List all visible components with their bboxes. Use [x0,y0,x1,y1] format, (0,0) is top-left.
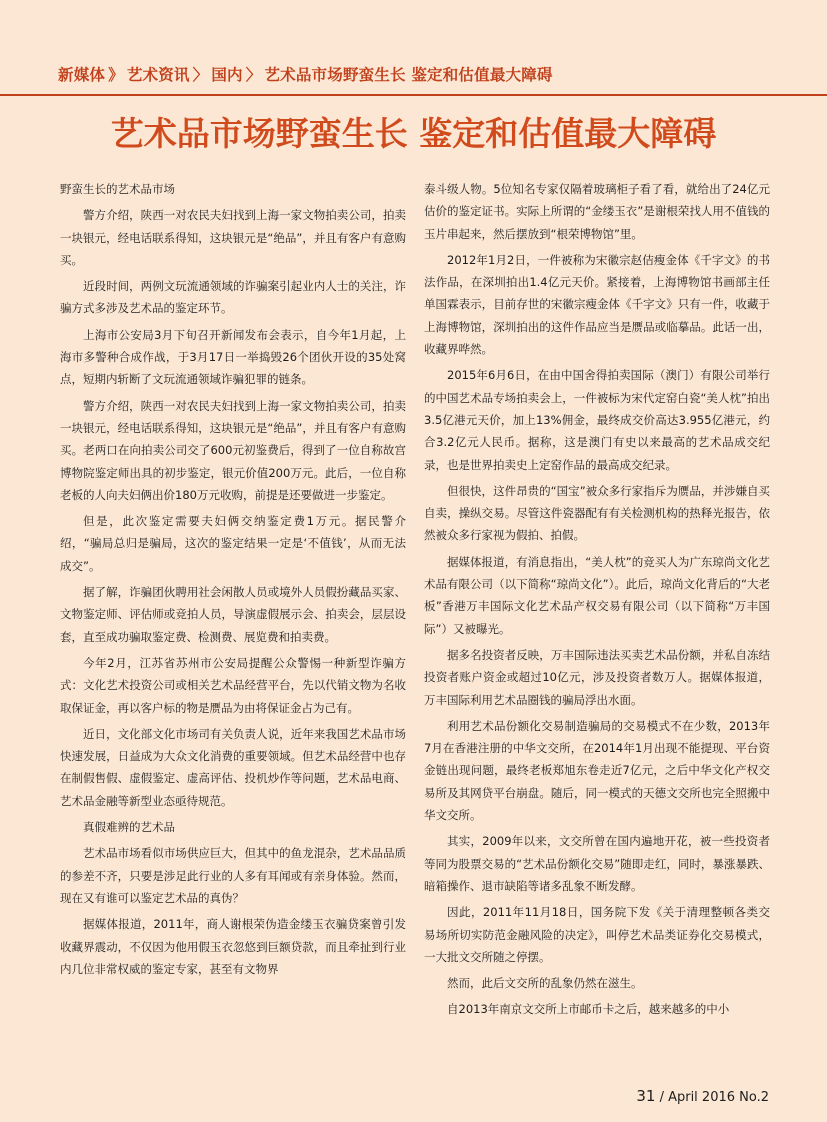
breadcrumb-item-domestic[interactable]: 国内 [211,66,243,84]
breadcrumb-item-new-media[interactable]: 新媒体 [58,66,106,84]
paragraph: 利用艺术品份额化交易制造骗局的交易模式不在少数，2013年7月在香港注册的中华文交所，在2014年1月出现不能提现、平台资金链出现问题，最终老板郑旭东卷走近7亿元，之后中华文化产权交易所及其网贷平台崩盘。随后，同一模式的天德文交所也完全照搬中华文交所。 [424,718,770,823]
breadcrumb-item-art-news[interactable]: 艺术资讯 [126,66,190,84]
paragraph: 据多名投资者反映，万丰国际违法买卖艺术品份额，并私自冻结投资者账户资金或超过10亿元，涉及投资者数万人。据媒体报道，万丰国际利用艺术品圈钱的骗局浮出水面。 [424,647,770,707]
page-number: 31 [636,1087,656,1105]
breadcrumb-item-current: 艺术品市场野蛮生长 鉴定和估值最大障碍 [264,66,553,84]
paragraph: 自2013年南京文交所上市邮币卡之后，越来越多的中小 [447,1002,730,1017]
article-title: 艺术品市场野蛮生长 鉴定和估值最大障碍 [110,114,717,153]
paragraph: 据媒体报道，有消息指出，“美人枕”的竞买人为广东琼尚文化艺术品有限公司（以下简称“琼尚文化”）。此后，琼尚文化背后的“大老板”香港万丰国际文化艺术品产权交易有限公司（以下简称“万丰国际”）又被曝光。 [424,554,770,636]
paragraph: 但是，此次鉴定需要夫妇俩交纳鉴定费1万元。据民警介绍，“骗局总归是骗局，这次的鉴定结果一定是‘不值钱’，从而无法成交”。 [60,514,406,573]
paragraph: 艺术品市场看似市场供应巨大，但其中的鱼龙混杂，艺术品品质的参差不齐，只要是涉足此行业的人多有耳闻或有亲身体验。然而，现在又有谁可以鉴定艺术品的真伪？ [60,846,406,905]
paragraph: 但很快，这件昂贵的“国宝”被众多行家指斥为赝品，并涉嫌自买自卖，操纵交易。尽管这件瓷器配有有关检测机构的热释光报告，依然被众多行家视为假拍、拍假。 [424,483,770,543]
section-heading: 野蛮生长的艺术品市场 [60,182,175,196]
page-footer [636,1087,769,1105]
paragraph: 今年2月，江苏省苏州市公安局提醒公众警惕一种新型诈骗方式：文化艺术投资公司或相关艺术品经营平台，先以代销文物为名收取保证金，再以客户标的物是赝品为由将保证金占为己有。 [60,655,406,715]
paragraph: 2012年1月2日，一件被称为宋徽宗赵佶瘦金体《千字文》的书法作品，在深圳拍出1.4亿元天价。紧接着，上海博物馆书画部主任单国霖表示，目前存世的宋徽宗瘦金体《千字文》只有一件，收藏于上海博物馆，深圳拍出的这件作品应当是赝品或临摹品。此话一出，收藏界哗然。 [424,252,770,357]
paragraph: 据了解，诈骗团伙聘用社会闲散人员或境外人员假扮藏品买家、文物鉴定师、评估师或竞拍人员，导演虚假展示会、拍卖会，层层设套，直至成功骗取鉴定费、检测费、展览费和拍卖费。 [60,585,406,644]
paragraph: 警方介绍，陕西一对农民夫妇找到上海一家文物拍卖公司，拍卖一块银元，经电话联系得知，这块银元是“绝品”，并且有客户有意购买。 [60,208,406,267]
section-heading: 真假难辨的艺术品 [83,820,175,835]
paragraph: 近段时间，两例文玩流通领域的诈骗案引起业内人士的关注，诈骗方式多涉及艺术品的鉴定环节。 [60,279,406,316]
paragraph: 因此，2011年11月18日，国务院下发《关于清理整顿各类交易场所切实防范金融风险的决定》，叫停艺术品类证券化交易模式，一大批文交所随之停摆。 [424,905,770,964]
paragraph: 泰斗级人物。5位知名专家仅隔着玻璃柜子看了看，就给出了24亿元估价的鉴定证书。实际上所谓的“金缕玉衣”是谢根荣找人用不值钱的玉片串起来，然后摆放到“根荣博物馆”里。 [424,182,770,241]
article-column-right [424,178,770,1025]
header-divider [0,94,827,96]
issue-label: / April 2016 No.2 [659,1090,769,1105]
breadcrumb-separator: 〉 [192,66,209,84]
paragraph: 上海市公安局3月下旬召开新闻发布会表示，自今年1月起，上海市多警种合成作战，于3月17日一举捣毁26个团伙开设的35处窝点，短期内斩断了文玩流通领域诈骗犯罪的链条。 [60,327,406,387]
breadcrumb [58,63,553,85]
article-column-left [60,178,406,984]
breadcrumb-separator: 》 [108,66,124,84]
paragraph: 警方介绍，陕西一对农民夫妇找到上海一家文物拍卖公司，拍卖一块银元，经电话联系得知，这块银元是“绝品”，并且有客户有意购买。老两口在向拍卖公司交了600元初鉴费后，得到了一位自称故宫博物院鉴定师出具的初步鉴定，银元价值200万元。此后，一位自称老板的人向夫妇俩出价180万元收购，前提是还要做进一步鉴定。 [60,398,406,502]
breadcrumb-separator: 〉 [245,66,262,84]
paragraph: 然而，此后文交所的乱象仍然在滋生。 [447,976,643,991]
paragraph: 其实，2009年以来，文交所曾在国内遍地开花，被一些投资者等同为股票交易的“艺术品份额化交易”随即走红，同时，暴涨暴跌、暗箱操作、退市缺陷等诸多乱象不断发酵。 [424,834,770,893]
paragraph: 据媒体报道，2011年，商人谢根荣伪造金缕玉衣骗贷案曾引发收藏界震动，不仅因为他用假玉衣忽悠到巨额贷款，而且牵扯到行业内几位非常权威的鉴定专家，甚至有文物界 [60,917,406,976]
paragraph: 近日，文化部文化市场司有关负责人说，近年来我国艺术品市场快速发展，日益成为大众文化消费的重要领域。但艺术品经营中也存在制假售假、虚假鉴定、虚高评估、投机炒作等问题，艺术品电商、艺术品金融等新型业态亟待规范。 [60,726,406,808]
paragraph: 2015年6月6日，在由中国舍得拍卖国际（澳门）有限公司举行的中国艺术品专场拍卖会上，一件被标为宋代定窑白瓷“美人枕”拍出3.5亿港元天价，加上13%佣金，最终成交价高达3.955亿港元，约合3.2亿元人民币。据称，这是澳门有史以来最高的艺术品成交纪录，也是世界拍卖史上定窑作品的最高成交纪录。 [424,368,770,472]
